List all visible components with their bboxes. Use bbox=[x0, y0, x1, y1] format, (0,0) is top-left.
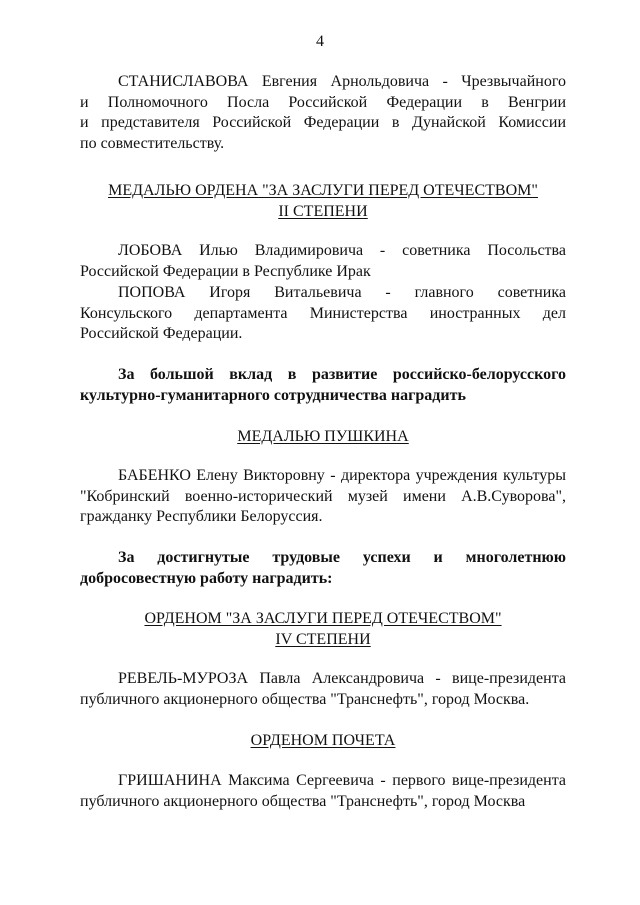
text-line: ПОПОВА Игоря Витальевича - главного советника bbox=[118, 284, 566, 301]
award-entry-revel-muroza bbox=[80, 669, 566, 710]
heading-line: ОРДЕНОМ ПОЧЕТА bbox=[250, 732, 396, 749]
text-line: по совместительству. bbox=[80, 134, 225, 152]
award-intro-labor bbox=[80, 548, 566, 589]
text-line: СТАНИСЛАВОВА Евгения Арнольдовича - Чрезвычайного bbox=[118, 73, 566, 90]
text-line: БАБЕНКО Елену Викторовну - директора учреждения культуры bbox=[118, 467, 566, 484]
heading-line: II СТЕПЕНИ bbox=[278, 202, 368, 220]
text-line: и Полномочного Посла Российской Федерации в Венгрии bbox=[80, 93, 566, 111]
heading-line: ОРДЕНОМ "ЗА ЗАСЛУГИ ПЕРЕД ОТЕЧЕСТВОМ" bbox=[144, 610, 502, 627]
text-line: Консульского департамента Министерства иностранных дел bbox=[80, 304, 566, 322]
text-line: "Кобринский военно-исторический музей имени А.В.Суворова", bbox=[80, 487, 566, 505]
text-line: РЕВЕЛЬ-МУРОЗА Павла Александровича - вице-президента bbox=[118, 670, 566, 687]
text-line: культурно-гуманитарного сотрудничества наградить bbox=[80, 386, 466, 404]
text-line: ГРИШАНИНА Максима Сергеевича - первого вице-президента bbox=[118, 772, 566, 789]
award-entry-stanislavova bbox=[80, 72, 566, 154]
text-line: ЛОБОВА Илью Владимировича - советника Посольства bbox=[118, 242, 566, 259]
text-line: добросовестную работу наградить: bbox=[80, 569, 333, 587]
text-line: гражданку Республики Белоруссия. bbox=[80, 508, 323, 525]
award-entry-popova bbox=[80, 283, 566, 345]
text-line: публичного акционерного общества "Транснефть", город Москва bbox=[80, 792, 526, 810]
text-line: Российской Федерации в Республике Ирак bbox=[80, 262, 371, 280]
award-entry-lobova bbox=[80, 241, 566, 282]
text-line: публичного акционерного общества "Транснефть", город Москва. bbox=[80, 690, 530, 708]
award-entry-grishanina bbox=[80, 771, 566, 812]
award-heading-pushkin-medal bbox=[80, 427, 566, 448]
text-line: За большой вклад в развитие российско-белорусского bbox=[118, 366, 566, 383]
text-line: За достигнутые трудовые успехи и многолетнюю bbox=[118, 549, 566, 566]
text-line: Российской Федерации. bbox=[80, 325, 243, 342]
award-heading-medal-order-2 bbox=[80, 181, 566, 222]
award-heading-order-pocheta bbox=[80, 731, 566, 752]
text-line: и представителя Российской Федерации в Дунайской Комиссии bbox=[80, 114, 566, 131]
heading-line: IV СТЕПЕНИ bbox=[275, 630, 371, 648]
award-entry-babenko bbox=[80, 466, 566, 528]
award-intro-belarus bbox=[80, 365, 566, 406]
heading-line: МЕДАЛЬЮ ПУШКИНА bbox=[237, 428, 409, 445]
heading-line: МЕДАЛЬЮ ОРДЕНА "ЗА ЗАСЛУГИ ПЕРЕД ОТЕЧЕСТВОМ" bbox=[108, 182, 538, 199]
award-heading-order-4 bbox=[80, 609, 566, 650]
page-number: 4 bbox=[316, 33, 324, 50]
